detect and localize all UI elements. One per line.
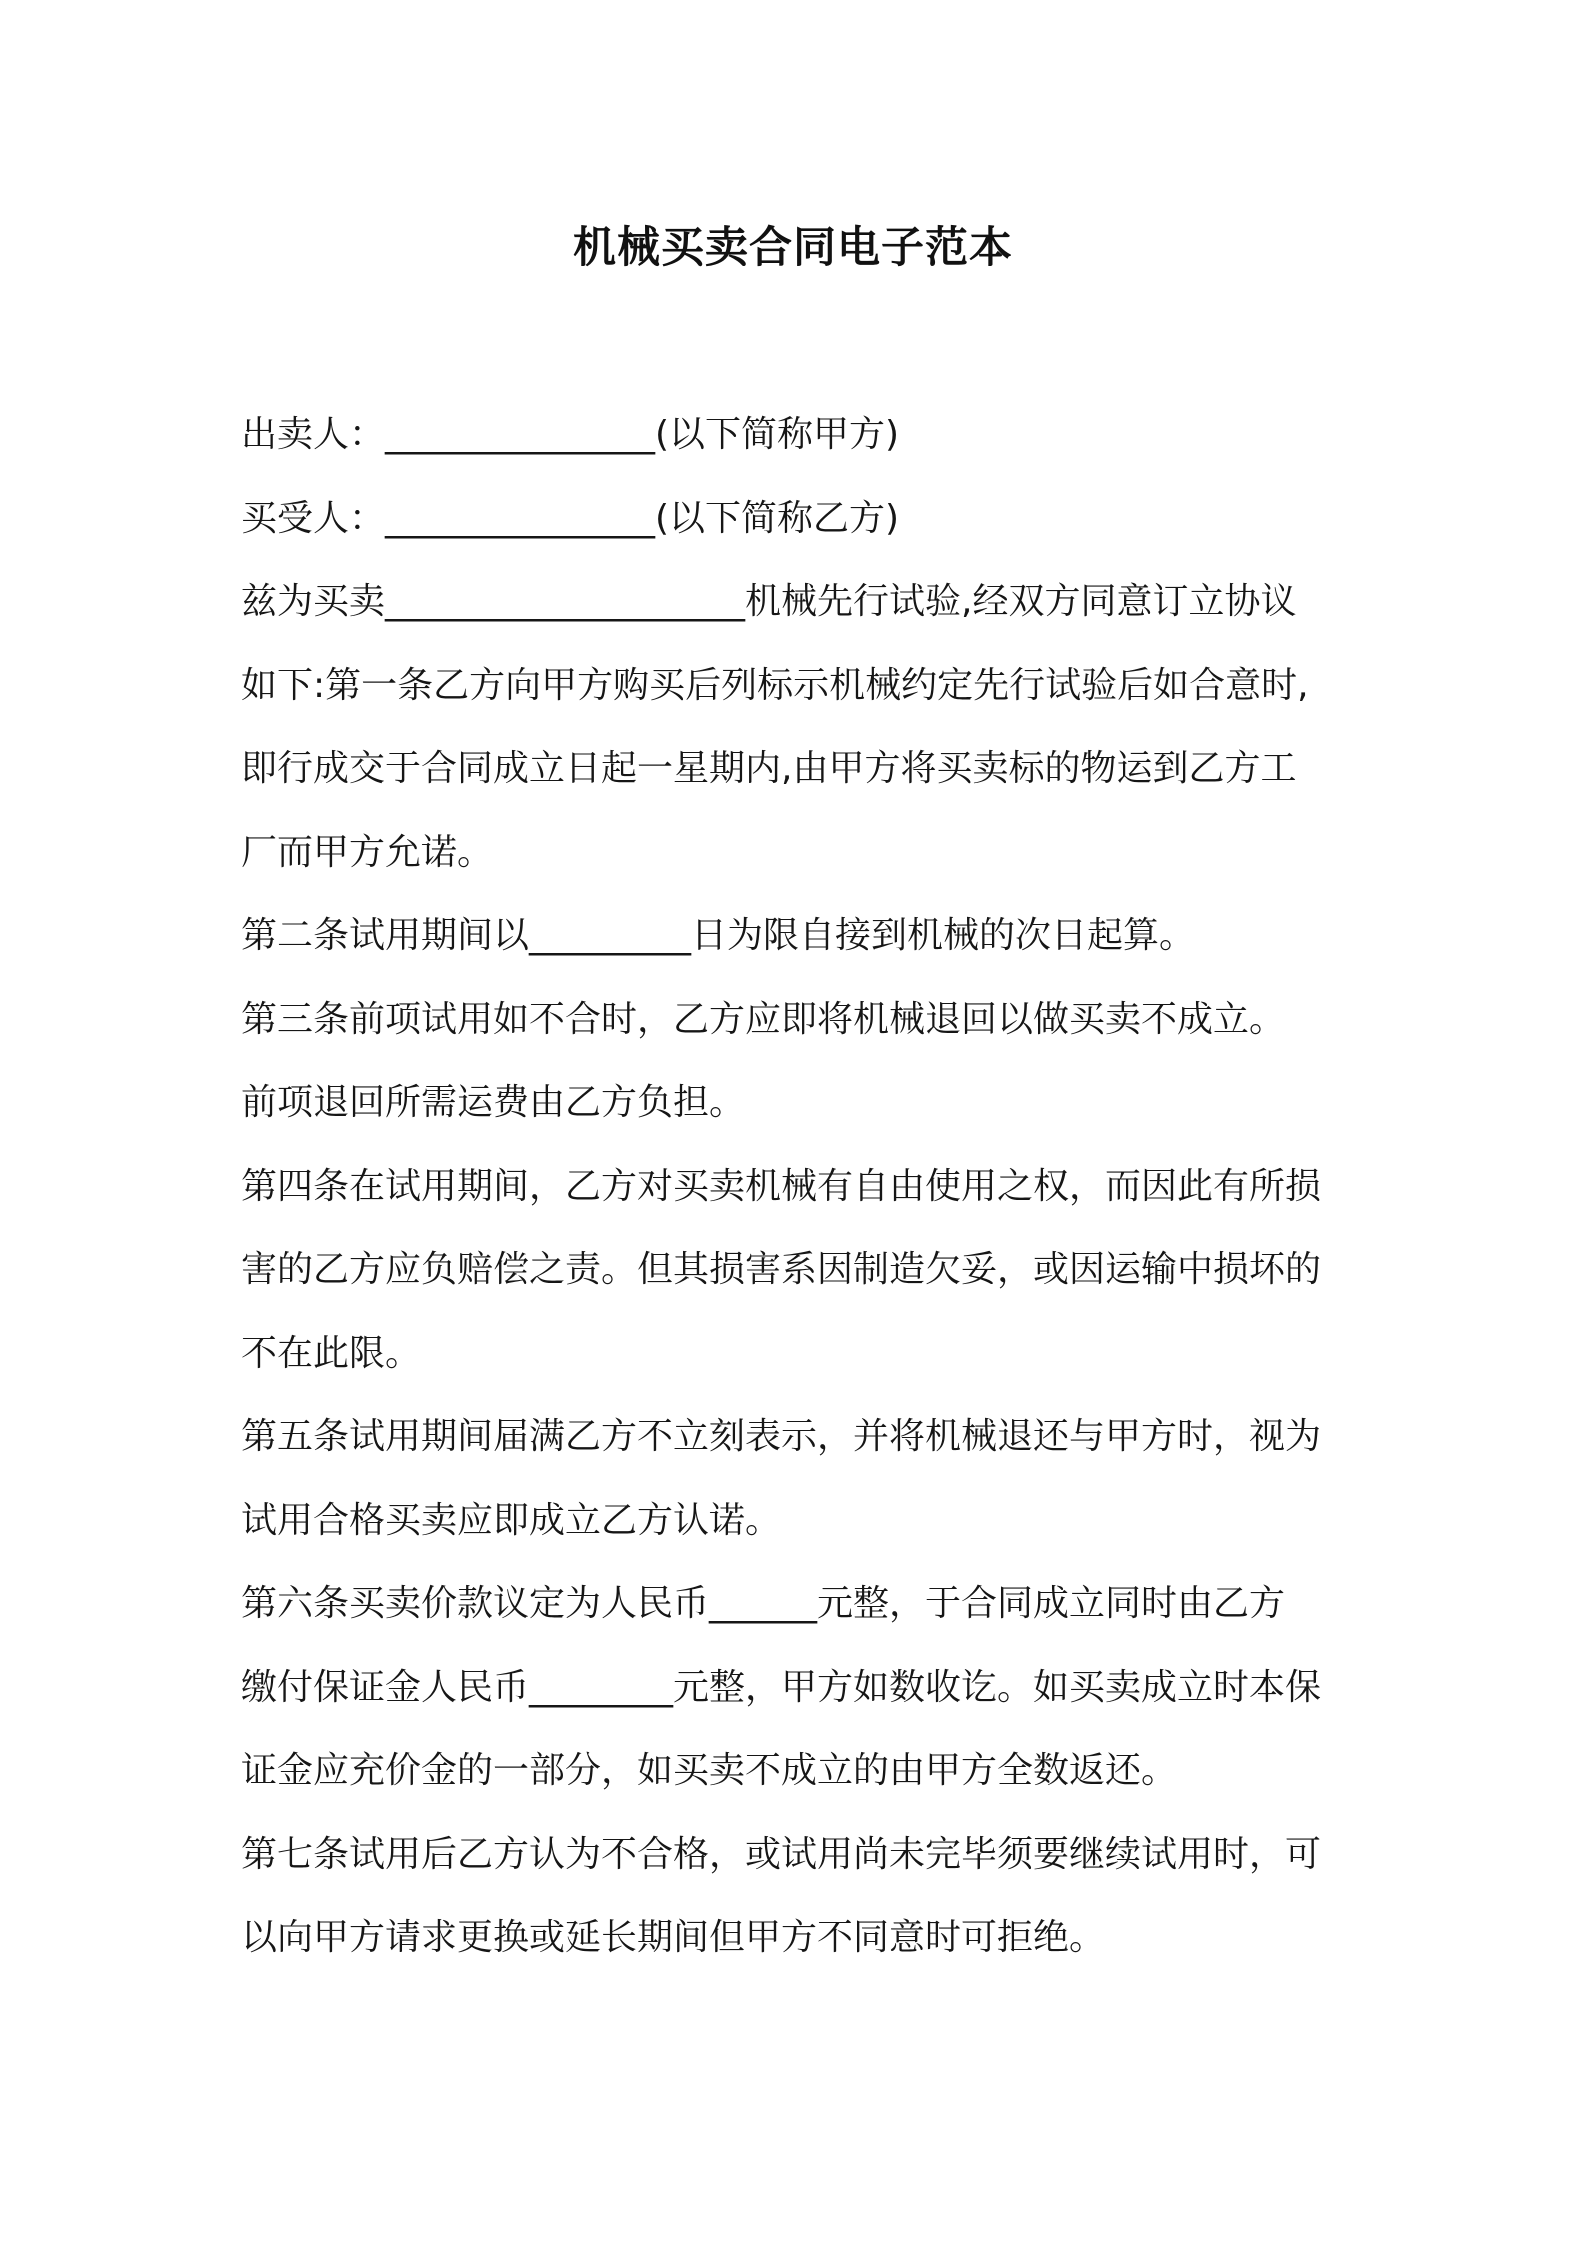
article-1-line: 即行成交于合同成立日起一星期内,由甲方将买卖标的物运到乙方工 bbox=[241, 748, 1297, 789]
article-7-line: 以向甲方请求更换或延长期间但甲方不同意时可拒绝。 bbox=[241, 1917, 1106, 1958]
article-3-line: 第三条前项试用如不合时，乙方应即将机械退回以做买卖不成立。 bbox=[241, 998, 1286, 1040]
article-4-line: 不在此限。 bbox=[241, 1332, 422, 1374]
article-5-line: 第五条试用期间届满乙方不立刻表示，并将机械退还与甲方时，视为 bbox=[241, 1416, 1322, 1457]
article-6-line: 第六条买卖价款议定为人民币______元整，于合同成立同时由乙方 bbox=[241, 1583, 1286, 1624]
document-title: 机械买卖合同电子范本 bbox=[573, 223, 1013, 273]
article-2-line: 第二条试用期间以_________日为限自接到机械的次日起算。 bbox=[241, 915, 1196, 956]
article-3-line: 前项退回所需运费由乙方负担。 bbox=[241, 1082, 746, 1123]
article-5-line: 试用合格买卖应即成立乙方认诺。 bbox=[241, 1499, 782, 1541]
article-7-line: 第七条试用后乙方认为不合格，或试用尚未完毕须要继续试用时，可 bbox=[241, 1833, 1322, 1875]
article-1-line: 厂而甲方允诺。 bbox=[241, 831, 494, 873]
buyer-line: 买受人：_______________(以下简称乙方) bbox=[241, 497, 900, 539]
article-1-line: 如下:第一条乙方向甲方购买后列标示机械约定先行试验后如合意时, bbox=[241, 664, 1309, 706]
article-4-line: 害的乙方应负赔偿之责。但其损害系因制造欠妥，或因运输中损坏的 bbox=[241, 1249, 1322, 1290]
article-6-line: 证金应充价金的一部分，如买卖不成立的由甲方全数返还。 bbox=[241, 1750, 1178, 1791]
seller-line: 出卖人：_______________(以下简称甲方) bbox=[241, 414, 900, 455]
preamble-line: 兹为买卖____________________机械先行试验,经双方同意订立协议 bbox=[241, 581, 1297, 622]
document-body bbox=[241, 393, 1401, 1980]
article-4-line: 第四条在试用期间，乙方对买卖机械有自由使用之权，而因此有所损 bbox=[241, 1165, 1322, 1207]
article-6-line: 缴付保证金人民币________元整，甲方如数收讫。如买卖成立时本保 bbox=[241, 1666, 1322, 1708]
